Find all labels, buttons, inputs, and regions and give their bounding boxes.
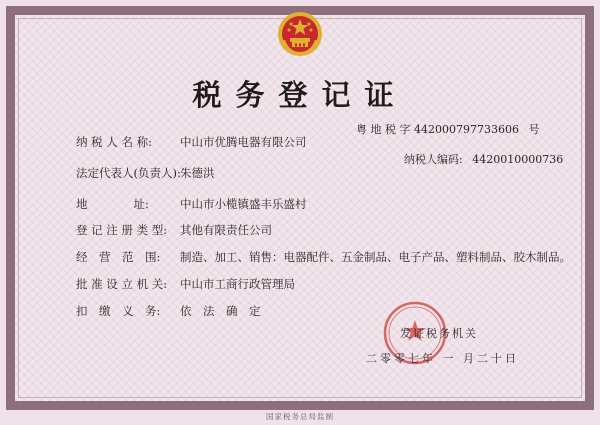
tax-id-suffix: 号 (528, 123, 540, 136)
field-label: 纳 税 人 名 称: (76, 135, 152, 149)
tax-id-line (356, 121, 539, 139)
field-label: 扣 缴 义 务: (76, 304, 161, 318)
issuing-authority: 发证税务机关 (400, 327, 478, 340)
taxpayer-code-value: 4420010000736 (472, 153, 564, 166)
field-value: 其他有限责任公司 (180, 223, 272, 237)
taxpayer-code-label: 纳税人编码: (404, 153, 463, 166)
certificate-title: 税务登记证 (192, 78, 408, 112)
field-label: 批 准 设 立 机 关: (76, 277, 168, 291)
field-value: 中山市优腾电器有限公司 (180, 135, 307, 149)
field-value: 制造、加工、销售：电器配件、五金制品、电子产品、塑料制品、胶木制品。 (180, 250, 571, 264)
field-value: 中山市工商行政管理局 (180, 277, 295, 291)
field-value: 中山市小榄镇盛丰乐盛村 (180, 197, 307, 211)
field-value: 依 法 确 定 (180, 304, 261, 318)
field-label: 经 营 范 围: (76, 250, 161, 264)
tax-id-prefix: 粤 地 税 字 (356, 123, 411, 136)
taxpayer-code-line (404, 151, 563, 169)
footer-supervisor: 国家税务总局监制 (266, 412, 334, 421)
field-label: 地 址: (76, 197, 149, 211)
field-value: 朱德洪 (180, 166, 215, 180)
issue-date: 二零零七年 一 月二十日 (366, 352, 519, 365)
tax-id-number: 442000797733606 (414, 123, 519, 136)
national-emblem-icon (276, 10, 324, 58)
field-label: 登 记 注 册 类 型: (76, 223, 168, 237)
field-label: 法定代表人(负责人): (76, 166, 181, 180)
